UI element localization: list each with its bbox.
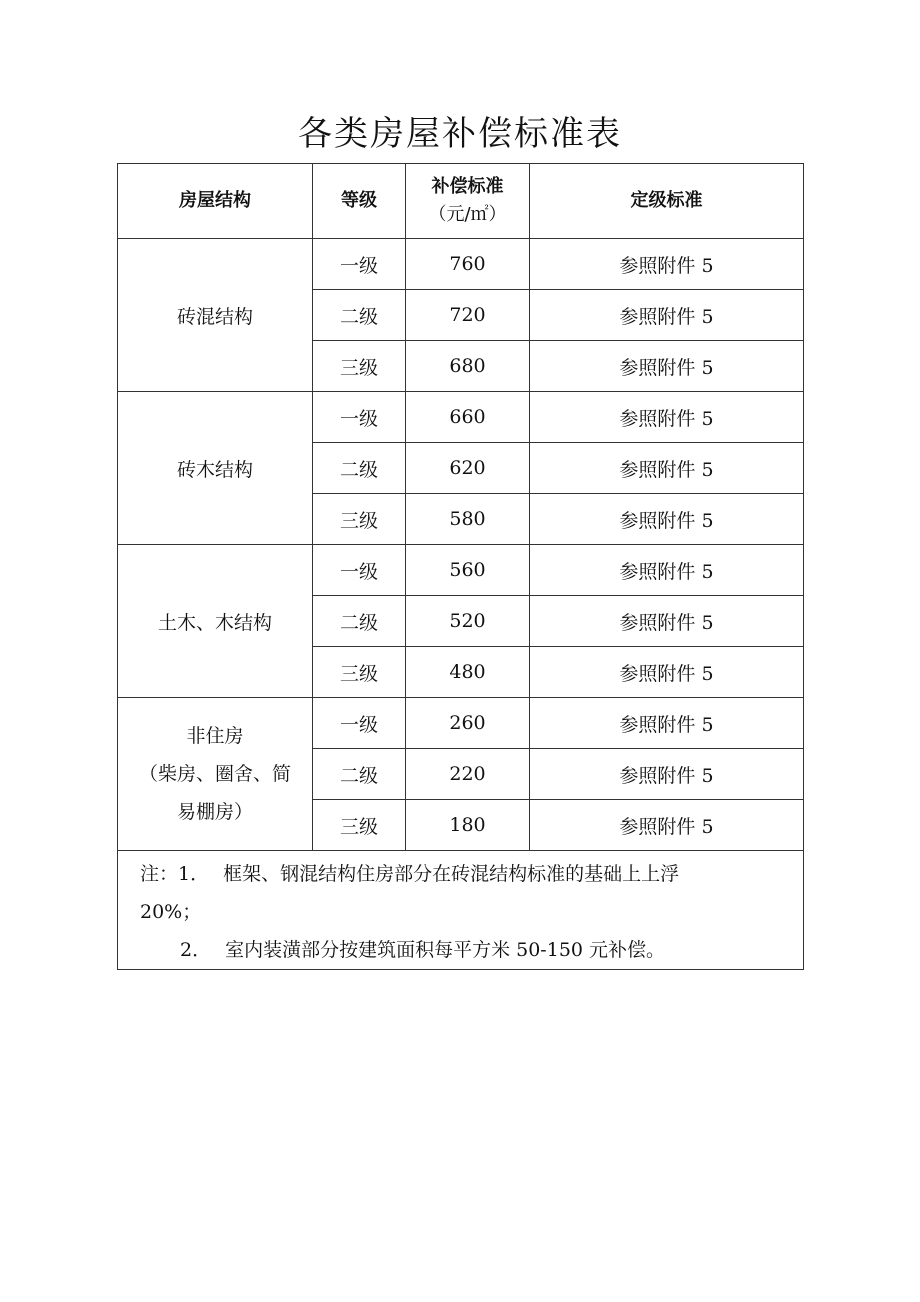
note-item-2 [140, 931, 781, 969]
price-cell: 660 [406, 392, 530, 443]
structure-line: 易棚房） [176, 801, 253, 823]
header-standard-label: 补偿标准 [431, 176, 504, 197]
criteria-cell: 参照附件 5 [530, 494, 804, 545]
grade-cell: 三级 [313, 341, 406, 392]
grade-cell: 二级 [313, 749, 406, 800]
header-standard [406, 164, 530, 239]
note-text: 室内装潢部分按建筑面积每平方米 50-150 元补偿。 [225, 939, 666, 961]
price-cell: 220 [406, 749, 530, 800]
criteria-cell: 参照附件 5 [530, 698, 804, 749]
grade-cell: 一级 [313, 545, 406, 596]
notes-row [118, 851, 804, 970]
grade-cell: 三级 [313, 800, 406, 851]
structure-cell: 砖混结构 [118, 239, 313, 392]
criteria-cell: 参照附件 5 [530, 647, 804, 698]
price-cell: 620 [406, 443, 530, 494]
table-row [118, 545, 804, 596]
criteria-cell: 参照附件 5 [530, 392, 804, 443]
note-item-1-continued: 20%； [140, 901, 202, 923]
structure-cell [118, 698, 313, 851]
price-cell: 520 [406, 596, 530, 647]
grade-cell: 一级 [313, 698, 406, 749]
compensation-table [117, 163, 804, 970]
page-title: 各类房屋补偿标准表 [298, 114, 622, 154]
criteria-cell: 参照附件 5 [530, 239, 804, 290]
note-item-1 [140, 855, 781, 893]
grade-cell: 三级 [313, 494, 406, 545]
grade-cell: 二级 [313, 443, 406, 494]
price-cell: 760 [406, 239, 530, 290]
grade-cell: 一级 [313, 239, 406, 290]
notes-cell [118, 851, 804, 970]
table-row [118, 392, 804, 443]
note-number: 2． [180, 939, 212, 961]
price-cell: 580 [406, 494, 530, 545]
criteria-cell: 参照附件 5 [530, 596, 804, 647]
criteria-cell: 参照附件 5 [530, 341, 804, 392]
criteria-cell: 参照附件 5 [530, 545, 804, 596]
grade-cell: 三级 [313, 647, 406, 698]
price-cell: 260 [406, 698, 530, 749]
criteria-cell: 参照附件 5 [530, 443, 804, 494]
price-cell: 720 [406, 290, 530, 341]
table-header-row [118, 164, 804, 239]
criteria-cell: 参照附件 5 [530, 800, 804, 851]
structure-cell: 土木、木结构 [118, 545, 313, 698]
grade-cell: 二级 [313, 290, 406, 341]
price-cell: 560 [406, 545, 530, 596]
criteria-cell: 参照附件 5 [530, 749, 804, 800]
criteria-cell: 参照附件 5 [530, 290, 804, 341]
price-cell: 180 [406, 800, 530, 851]
structure-cell: 砖木结构 [118, 392, 313, 545]
structure-line: （柴房、圈舍、简 [138, 763, 291, 785]
structure-line: 非住房 [186, 725, 244, 747]
header-structure: 房屋结构 [118, 164, 313, 239]
note-text: 框架、钢混结构住房部分在砖混结构标准的基础上上浮 [223, 863, 680, 885]
header-criteria: 定级标准 [530, 164, 804, 239]
price-cell: 480 [406, 647, 530, 698]
table-row [118, 239, 804, 290]
header-standard-unit: （元/㎡） [428, 204, 507, 225]
note-number: 1． [178, 863, 210, 885]
price-cell: 680 [406, 341, 530, 392]
table-row [118, 698, 804, 749]
header-grade: 等级 [313, 164, 406, 239]
note-prefix: 注： [140, 863, 179, 885]
grade-cell: 二级 [313, 596, 406, 647]
grade-cell: 一级 [313, 392, 406, 443]
